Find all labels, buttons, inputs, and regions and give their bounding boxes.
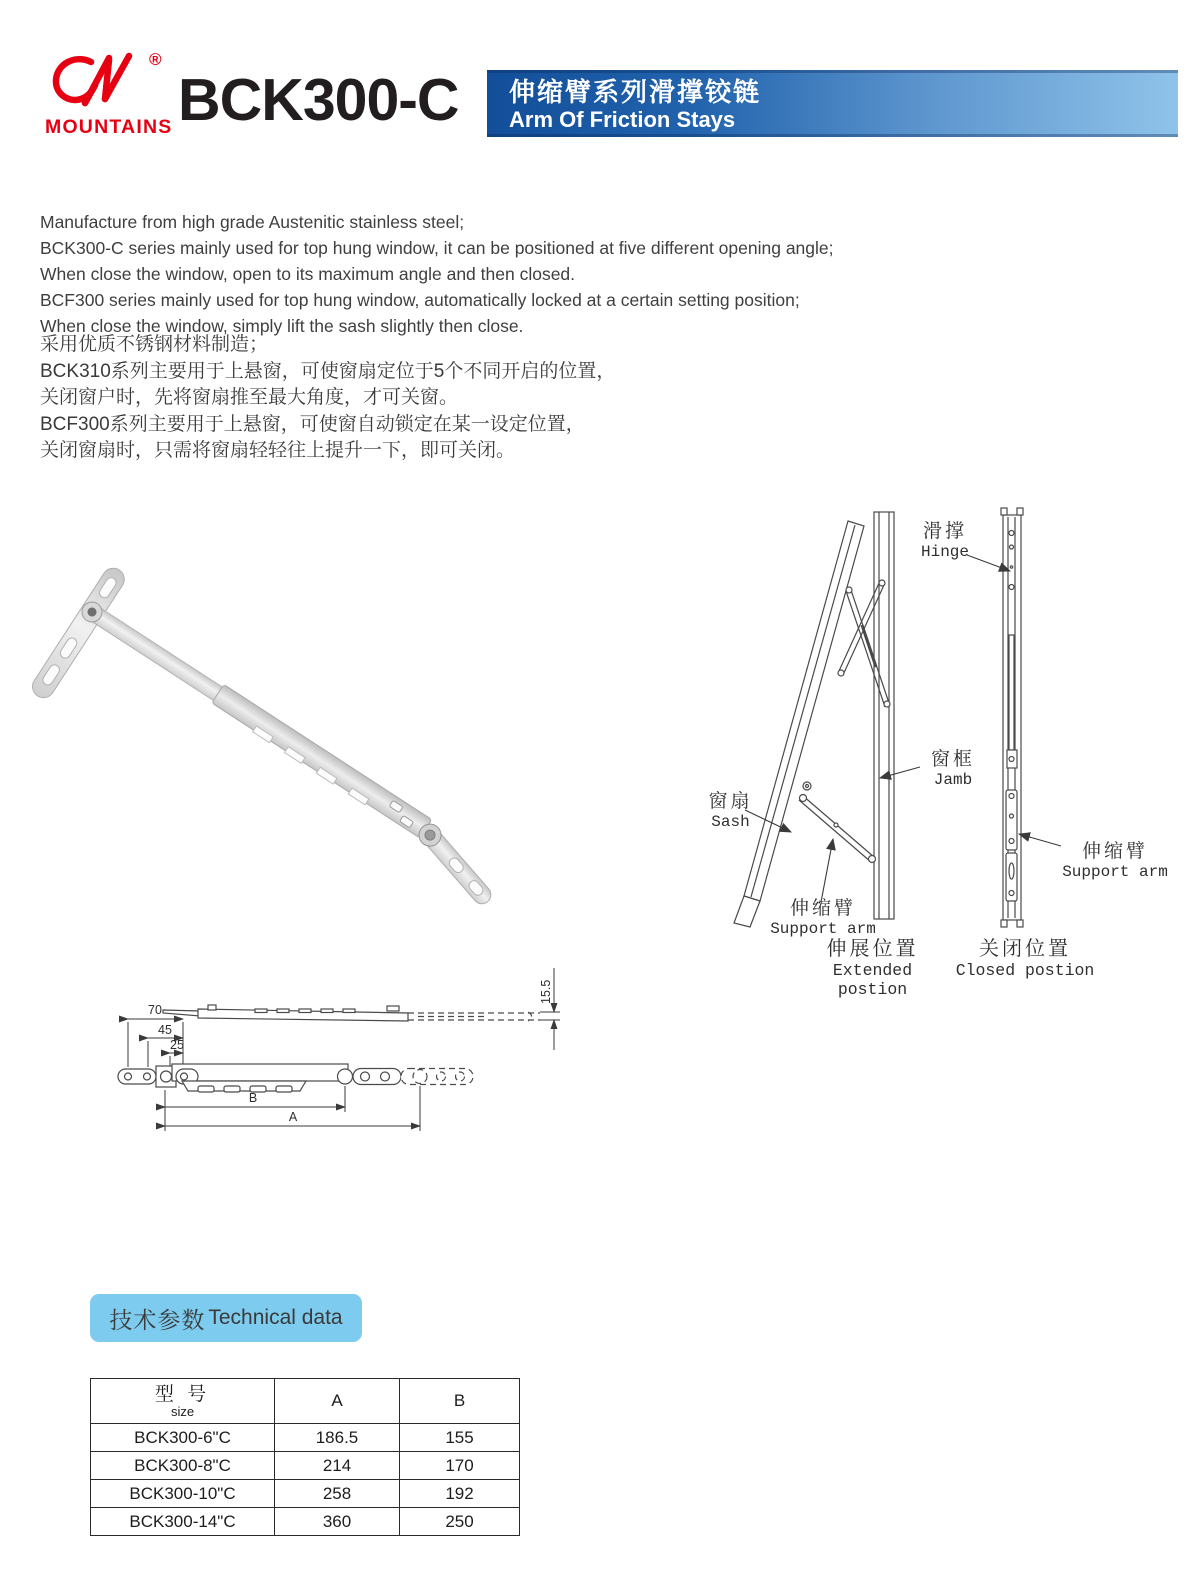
desc-cn-line: BCF300系列主要用于上悬窗，可使窗自动锁定在某一设定位置，	[40, 413, 585, 435]
technical-label-cn: 技术参数	[109, 1306, 206, 1333]
svg-text:70: 70	[148, 1003, 162, 1017]
desc-cn-line: BCK310系列主要用于上悬窗，可使窗扇定位于5个不同开启的位置，	[40, 360, 616, 382]
desc-en-line: BCK300-C series mainly used for top hung window, it can be positioned at five different opening angle;	[40, 238, 834, 258]
extended-caption-en: Extended postion	[832, 961, 913, 999]
support-arm-label-cn: 伸缩臂	[1081, 840, 1148, 862]
cell-model: BCK300-10"C	[91, 1480, 275, 1508]
brand-name: MOUNTAINS	[45, 116, 173, 138]
jamb-label-en: Jamb	[933, 771, 973, 789]
registered-mark: ®	[149, 50, 162, 69]
desc-cn-line: 关闭窗扇时，只需将窗扇轻轻往上提升一下，即可关闭。	[40, 440, 516, 461]
cell-a: 186.5	[275, 1424, 400, 1452]
sash-label-cn: 窗扇	[708, 790, 753, 812]
banner-title-en: Arm Of Friction Stays	[509, 107, 736, 132]
cell-a: 258	[275, 1480, 400, 1508]
table-row	[91, 1508, 520, 1536]
closed-position-drawing	[1001, 508, 1023, 927]
mountains-logo-icon	[45, 50, 155, 110]
side-profile-view	[163, 1005, 540, 1021]
dim-15-5	[539, 968, 560, 1050]
header-banner	[487, 70, 1178, 137]
column-header-b: B	[400, 1379, 520, 1424]
technical-data-badge	[90, 1294, 362, 1342]
svg-text:25: 25	[170, 1038, 184, 1052]
caption-extended-position	[795, 932, 950, 999]
closed-caption-en: Closed postion	[955, 961, 1095, 980]
hinge-label-en: Hinge	[920, 543, 969, 561]
extended-caption-cn: 伸展位置	[826, 936, 919, 960]
jamb-label-cn: 窗框	[930, 748, 975, 770]
cell-model: BCK300-6"C	[91, 1424, 275, 1452]
dim-b-a	[165, 1086, 420, 1131]
description-english	[40, 209, 834, 339]
support-arm-label-en: Support arm	[1062, 863, 1168, 881]
table-row	[91, 1452, 520, 1480]
support-arm-label-en: Support arm	[770, 920, 876, 938]
table-header-row	[91, 1379, 520, 1424]
desc-en-line: When close the window, simply lift the sash slightly then close.	[40, 316, 524, 336]
product-photo	[30, 550, 530, 930]
cell-model: BCK300-14"C	[91, 1508, 275, 1536]
cell-model: BCK300-8"C	[91, 1452, 275, 1480]
column-header-a: A	[275, 1379, 400, 1424]
column-header-model	[91, 1379, 275, 1424]
desc-en-line: BCF300 series mainly used for top hung window, automatically locked at a certain setting position;	[40, 290, 800, 310]
model-header-en: size	[170, 1403, 195, 1419]
desc-cn-line: 采用优质不锈钢材料制造；	[40, 334, 269, 355]
table-row	[91, 1480, 520, 1508]
svg-text:45: 45	[158, 1023, 172, 1037]
dimension-drawing	[60, 950, 680, 1135]
model-header-cn: 型 号	[154, 1383, 211, 1405]
hinge-label-cn: 滑撑	[922, 520, 967, 542]
banner-title-cn: 伸缩臂系列滑撑铰链	[509, 77, 762, 107]
extended-position-drawing	[734, 512, 894, 927]
closed-caption-cn: 关闭位置	[979, 936, 1071, 960]
cell-b: 192	[400, 1480, 520, 1508]
cell-a: 360	[275, 1508, 400, 1536]
cell-b: 250	[400, 1508, 520, 1536]
cell-b: 170	[400, 1452, 520, 1480]
friction-stay-arm	[28, 564, 532, 964]
cell-a: 214	[275, 1452, 400, 1480]
label-support-arm-closed	[1045, 836, 1185, 881]
description-chinese	[40, 332, 615, 465]
desc-cn-line: 关闭窗户时，先将窗扇推至最大角度，才可关窗。	[40, 387, 459, 408]
label-sash	[688, 786, 773, 831]
label-hinge	[895, 516, 995, 561]
desc-en-line: When close the window, open to its maximum angle and then closed.	[40, 264, 576, 284]
label-jamb	[908, 744, 998, 789]
sash-label-en: Sash	[711, 813, 750, 831]
svg-text:A: A	[288, 1110, 298, 1124]
table-row	[91, 1424, 520, 1452]
svg-text:15.5: 15.5	[539, 979, 553, 1004]
technical-label-en: Technical data	[208, 1306, 343, 1329]
svg-text:B: B	[248, 1091, 258, 1105]
cell-b: 155	[400, 1424, 520, 1452]
support-arm-label-cn: 伸缩臂	[789, 897, 856, 919]
caption-closed-position	[950, 932, 1100, 980]
technical-data-table	[90, 1378, 520, 1536]
page-title: BCK300-C	[178, 67, 459, 133]
brand-logo	[45, 50, 185, 139]
desc-en-line: Manufacture from high grade Austenitic stainless steel;	[40, 212, 465, 232]
